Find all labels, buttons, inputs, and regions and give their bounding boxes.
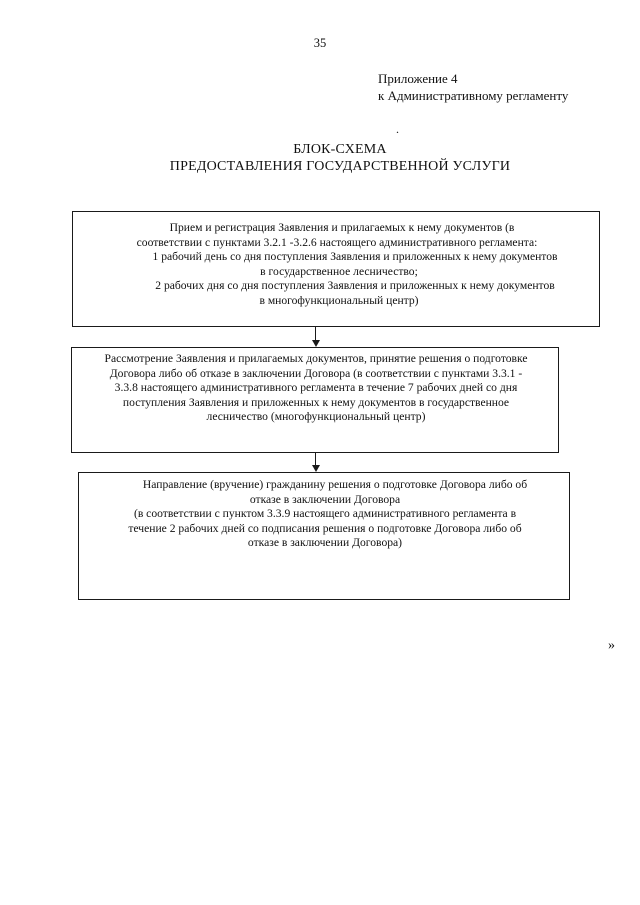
- box-2-line-2: Договора либо об отказе в заключении Договора (в соответствии с пунктами 3.3.1 -: [109, 366, 523, 380]
- arrow-2-line: [315, 453, 316, 465]
- box-1-line-6: в многофункциональный центр): [259, 293, 419, 307]
- closing-quote: »: [608, 638, 615, 653]
- box-3-line-3: (в соответствии с пунктом 3.3.9 настоящего административного регламента в: [133, 507, 517, 521]
- title-line-2: ПРЕДОСТАВЛЕНИЯ ГОСУДАРСТВЕННОЙ УСЛУГИ: [169, 159, 511, 174]
- box-2-line-4: поступления Заявления и приложенных к нему документов в государственное: [122, 395, 510, 409]
- box-3-line-2: отказе в заключении Договора: [249, 492, 401, 506]
- box-3-line-5: отказе в заключении Договора): [247, 536, 403, 550]
- box-1-line-4: в государственное лесничество;: [260, 264, 418, 278]
- box-1-line-3: 1 рабочий день со дня поступления Заявления и приложенных к нему документов: [152, 250, 558, 264]
- page-number: 35: [313, 36, 327, 50]
- box-3-line-4: течение 2 рабочих дней со подписания решения о подготовке Договора либо об: [128, 521, 522, 535]
- box-1-line-2: соответствии с пунктами 3.2.1 -3.2.6 настоящего административного регламента:: [136, 235, 538, 249]
- appendix-reference: к Административному регламенту: [378, 88, 569, 103]
- arrow-2-head: [312, 465, 320, 472]
- box-3-line-1: Направление (вручение) гражданину решения о подготовке Договора либо об: [142, 478, 528, 491]
- flow-box-reception: [72, 211, 600, 327]
- box-2-line-1: Рассмотрение Заявления и прилагаемых документов, принятие решения о подготовке: [104, 352, 528, 365]
- appendix-header: [378, 70, 568, 104]
- document-title: [0, 141, 640, 175]
- flow-box-review: [71, 347, 559, 453]
- appendix-label: Приложение 4: [378, 71, 458, 86]
- box-2-line-5: лесничество (многофункциональный центр): [206, 410, 426, 424]
- arrow-1-head: [312, 340, 320, 347]
- box-1-line-5: 2 рабочих дня со дня поступления Заявления и приложенных к нему документов: [155, 279, 555, 293]
- arrow-1-line: [315, 327, 316, 340]
- box-1-line-1: Прием и регистрация Заявления и прилагаемых к нему документов (в: [169, 221, 515, 234]
- stray-dot: .: [396, 122, 399, 136]
- title-line-1: БЛОК-СХЕМА: [293, 142, 387, 157]
- flow-box-delivery: [78, 472, 570, 600]
- box-2-line-3: 3.3.8 настоящего административного регламента в течение 7 рабочих дней со дня: [114, 381, 518, 395]
